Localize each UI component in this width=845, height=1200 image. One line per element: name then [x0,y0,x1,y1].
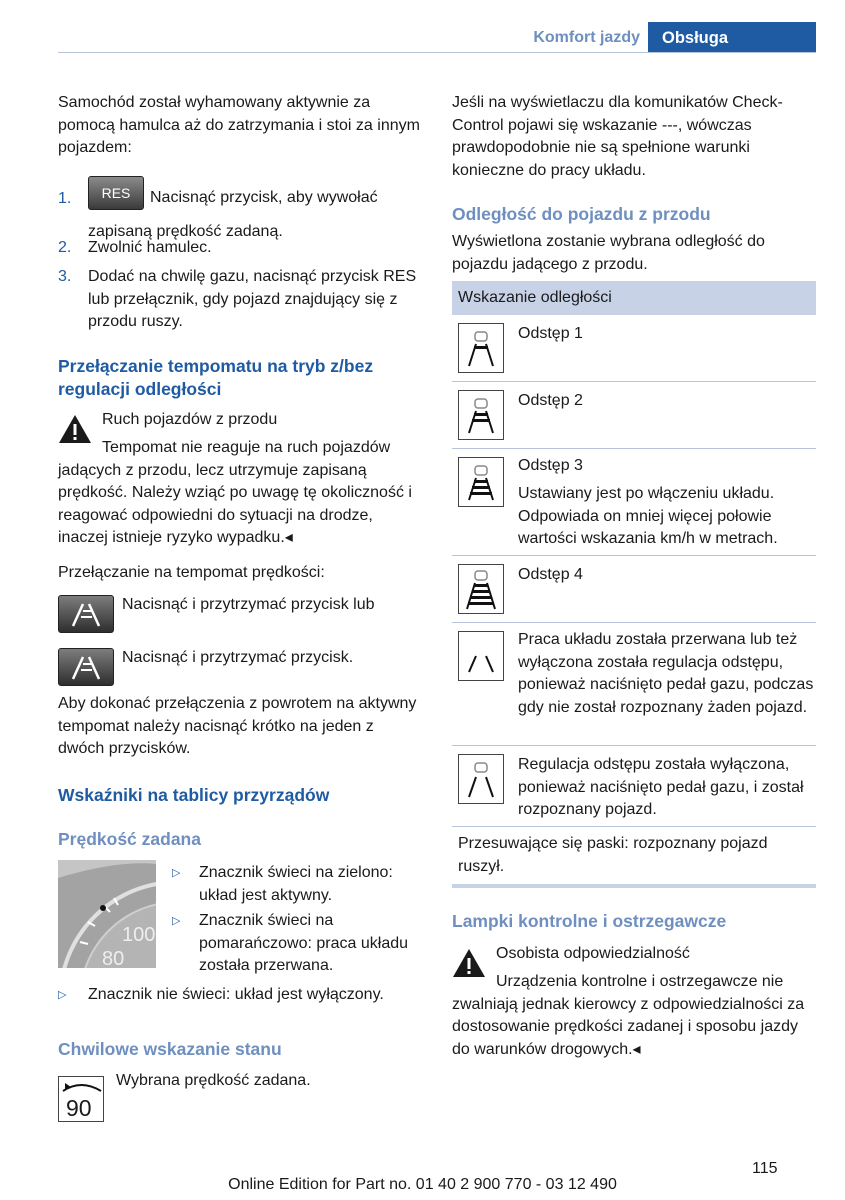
bullet-text: Znacznik świeci na zielono: układ jest aktywny. [199,864,393,904]
heading-speed: Prędkość zadana [58,829,201,849]
distance-button-icon [58,648,114,686]
bullet-text: Znacznik świeci na pomarańczowo: praca układu została przerwana. [199,912,409,974]
heading-switch: Przełączanie tempomatu na tryb z/bez regulacji odległości [58,356,374,399]
table-footer: Przesuwające się paski: rozpoznany pojazd ruszył. [458,835,768,875]
step-number: 3. [58,268,72,285]
distance-1-icon [458,323,504,373]
res-button-icon: RES [88,176,144,210]
switch-btn2-text: Nacisnąć i przytrzymać przycisk. [122,649,354,666]
distance-interrupted-icon [458,631,504,681]
heading-indicators: Wskaźniki na tablicy przyrządów [58,785,330,805]
row-description: Ustawiany jest po włączeniu układu. Odpowiada on mniej więcej połowie wartości wskazania km/h w metrach. [518,485,778,547]
intro-paragraph: Samochód został wyhamowany aktywnie za pomocą hamulca aż do zatrzymania i stoi za innym pojazdem: [58,94,420,156]
heading-distance: Odległość do pojazdu z przodu [452,204,711,224]
page-number: 115 [752,1160,778,1177]
table-header: Wskazanie odległości [452,281,816,315]
warning-body: Tempomat nie reaguje na ruch pojazdów jadących z przodu, lecz utrzymuje zapisaną prędkość. Należy wziąć po uwagę tę okoliczność i reagować odpowiedni do sytuacji na drodze, inaczej istnieje ryzyko wypadku.◂ [58,439,412,546]
header-tab: Obsługa [648,22,816,53]
switch-intro: Przełączanie na tempomat prędkości: [58,564,325,581]
table-row [452,315,816,382]
table-row [452,449,816,556]
lamps-warning-title: Osobista odpowiedzialność [496,945,690,962]
distance-button-icon [58,595,114,633]
bullet-icon: ▷ [58,989,67,1001]
row-label: Odstęp 1 [518,325,583,342]
step-number: 2. [58,239,72,256]
header-section-title: Komfort jazdy [533,29,640,46]
lamps-warning-body: Urządzenia kontrolne i ostrzegawcze nie zwalniają jednak kierowcy z odpowiedzialności za dostosowanie prędkości zadanej i sposobu jazdy do warunków drogowych.◂ [452,973,805,1058]
step-text: Dodać na chwilę gazu, nacisnąć przycisk RES lub przełącznik, gdy pojazd znajdujący się z przodu ruszy. [88,268,417,330]
gauge-label-80: 80 [102,948,125,968]
status-text: Wybrana prędkość zadana. [116,1072,311,1089]
distance-3-icon [458,457,504,507]
distance-2-icon [458,390,504,440]
footer-edition: Online Edition for Part no. 01 40 2 900 770 - 03 12 490 [228,1176,617,1193]
distance-4-icon [458,564,504,614]
table-row [452,556,816,623]
set-speed-icon [58,1076,104,1122]
row-label: Praca układu została przerwana lub też wyłączona została regulacja odstępu, ponieważ naciśnięto pedał gazu, podczas gdy nie został rozpoznany żaden pojazd. [518,631,814,716]
table-row [452,623,816,746]
heading-status: Chwilowe wskazanie stanu [58,1039,282,1059]
step-text: Zwolnić hamulec. [88,239,212,256]
distance-intro: Wyświetlona zostanie wybrana odległość do pojazdu jadącego z przodu. [452,233,765,273]
speedometer-gauge-image [58,860,156,968]
table-row [452,746,816,827]
header-rule [58,52,816,53]
switch-btn1-text: Nacisnąć i przytrzymać przycisk lub [122,596,375,613]
step-number: 1. [58,190,72,207]
distance-off-vehicle-icon [458,754,504,804]
heading-lamps: Lampki kontrolne i ostrzegawcze [452,911,727,931]
bullet-icon: ▷ [172,915,181,927]
checkcontrol-paragraph: Jeśli na wyświetlaczu dla komunikatów Check-Control pojawi się wskazanie ---, wówczas prawdopodobnie nie są spełnione warunki konieczne do pracy układu. [452,94,783,179]
row-label: Odstęp 3 [518,457,583,474]
set-speed-value: 90 [66,1095,92,1121]
table-end-rule [452,884,816,888]
warning-title: Ruch pojazdów z przodu [102,411,278,428]
bullet-icon: ▷ [172,867,181,879]
switch-back: Aby dokonać przełączenia z powrotem na aktywny tempomat należy nacisnąć krótko na jeden z dwóch przycisków. [58,695,417,757]
row-label: Odstęp 4 [518,566,583,583]
gauge-label-100: 100 [122,924,156,946]
row-label: Regulacja odstępu została wyłączona, ponieważ naciśnięto pedał gazu, i został rozpoznany pojazd. [518,756,804,818]
table-row [452,382,816,449]
step-text: Nacisnąć przycisk, aby wywołać zapisaną prędkość zadaną. [88,189,378,240]
row-label: Odstęp 2 [518,392,583,409]
step-1 [58,176,424,240]
bullet-text: Znacznik nie świeci: układ jest wyłączony. [88,986,384,1003]
